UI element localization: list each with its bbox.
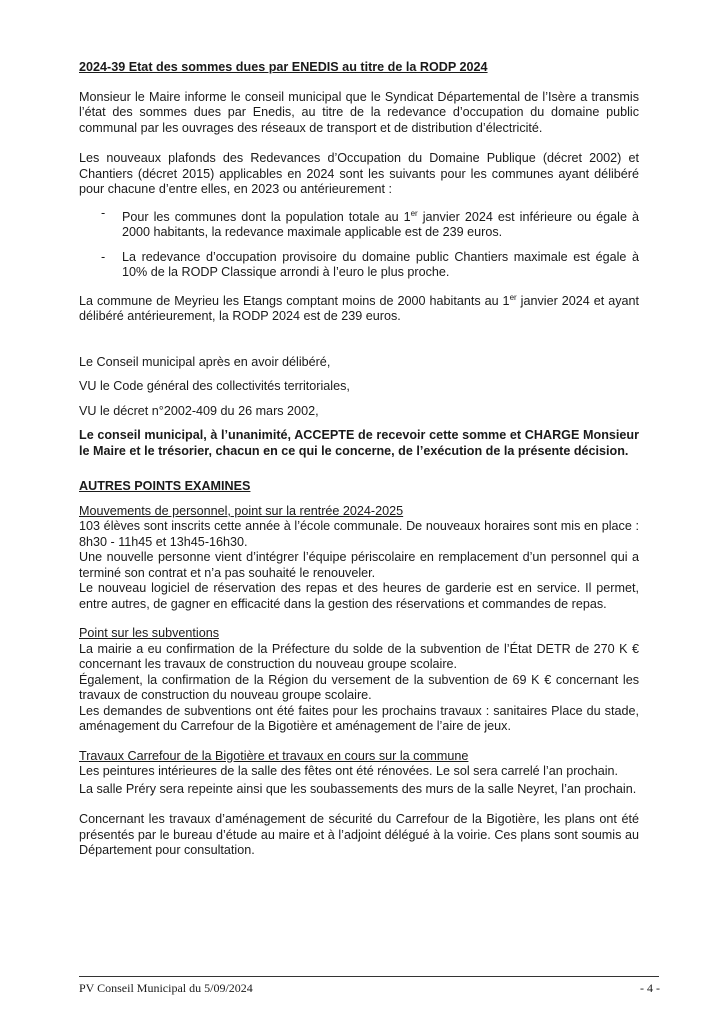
vu-line: VU le décret n°2002-409 du 26 mars 2002, (79, 403, 319, 418)
footer-divider (79, 976, 659, 977)
legal-references (79, 355, 639, 420)
vu-line: VU le Code général des collectivités territoriales, (79, 379, 350, 394)
footer-document-title: PV Conseil Municipal du 5/09/2024 (79, 981, 253, 995)
section-title-autres-points: AUTRES POINTS EXAMINES (79, 479, 251, 494)
deliberation-line: Le Conseil municipal après en avoir délibéré, (79, 354, 331, 369)
bullet-item: - Pour les communes dont la population totale au 1er janvier 2024 est inférieure ou égale à 2000 habitants, la redevance maximale applicable est de 239 euros. (101, 205, 639, 240)
bullet-item: - La redevance d’occupation provisoire du domaine public Chantiers maximale est égale à 10% de la RODP Classique arrondi à l’euro le plus proche. (101, 249, 639, 280)
paragraph-line: 103 élèves sont inscrits cette année à l’école communale. De nouveaux horaires sont mis en place : 8h30 - 11h45 et 13h45-16h30. (79, 519, 639, 549)
paragraph-line: La mairie a eu confirmation de la Préfecture du solde de la subvention de l’État DETR de 270 K € concernant les travaux de construction du nouveau groupe scolaire. (79, 641, 639, 672)
paragraph-plafonds: Les nouveaux plafonds des Redevances d’Occupation du Domaine Publique (décret 2002) et Chantiers (décret 2015) applicables en 2024 sont les suivants pour les communes ayant délibéré pour chacune d’entre elles, en 2023 ou antérieurement : (79, 151, 639, 196)
paragraph-intro: Monsieur le Maire informe le conseil municipal que le Syndicat Départemental de l’Isère a transmis l’état des sommes dues par Enedis, au titre de la redevance d’occupation du domaine public communal par les ouvrages des réseaux de transport et de distribution d’électricité. (79, 89, 639, 135)
decision-text: Le conseil municipal, à l’unanimité, ACCEPTE de recevoir cette somme et CHARGE Monsieur le Maire et le trésorier, chacun en ce qui le concerne, de l’exécution de la présente décision. (79, 428, 639, 458)
bullet-list (79, 206, 639, 281)
subsection-title-personnel: Mouvements de personnel, point sur la rentrée 2024-2025 (79, 503, 404, 518)
bullet-marker: - (101, 249, 106, 264)
subsection-title-subventions: Point sur les subventions (79, 626, 220, 641)
paragraph-line: La salle Préry sera repeinte ainsi que les soubassements des murs de la salle Neyret, l’an prochain. (79, 781, 637, 796)
page-content (79, 60, 639, 859)
paragraph-line: Une nouvelle personne vient d’intégrer l’équipe périscolaire en remplacement d’un personnel qui a terminé son contrat et n’a pas souhaité le renouveler. (79, 550, 639, 580)
subsection-title-travaux: Travaux Carrefour de la Bigotière et travaux en cours sur la commune (79, 748, 469, 763)
bullet-marker: - (101, 205, 106, 220)
paragraph-meyrieu: La commune de Meyrieu les Etangs comptant moins de 2000 habitants au 1er janvier 2024 et ayant délibéré antérieurement, la RODP 2024 est de 239 euros. (79, 292, 639, 324)
paragraph-line: Le nouveau logiciel de réservation des repas et des heures de garderie est en service. Il permet, entre autres, de gagner en efficacité dans la gestion des réservations et commandes de repas. (79, 581, 639, 611)
paragraph-line: Les peintures intérieures de la salle des fêtes ont été rénovées. Le sol sera carrelé l’an prochain. (79, 764, 619, 779)
page-number: - 4 - (640, 981, 660, 995)
paragraph-carrefour: Concernant les travaux d’aménagement de sécurité du Carrefour de la Bigotière, les plans ont été présentés par le bureau d’étude au maire et à l’adjoint délégué à la voirie. Ces plans sont soumis au Département pour consultation. (79, 812, 639, 858)
paragraph-line: Également, la confirmation de la Région du versement de la subvention de 69 K € concernant les travaux de construction du nouveau groupe scolaire. (79, 672, 639, 703)
section-title-rodp: 2024-39 Etat des sommes dues par ENEDIS au titre de la RODP 2024 (79, 60, 488, 74)
paragraph-line: Les demandes de subventions ont été faites pour les prochains travaux : sanitaires Place du stade, aménagement du Carrefour de la Bigotière et aménagement de l’aire de jeux. (79, 703, 639, 734)
